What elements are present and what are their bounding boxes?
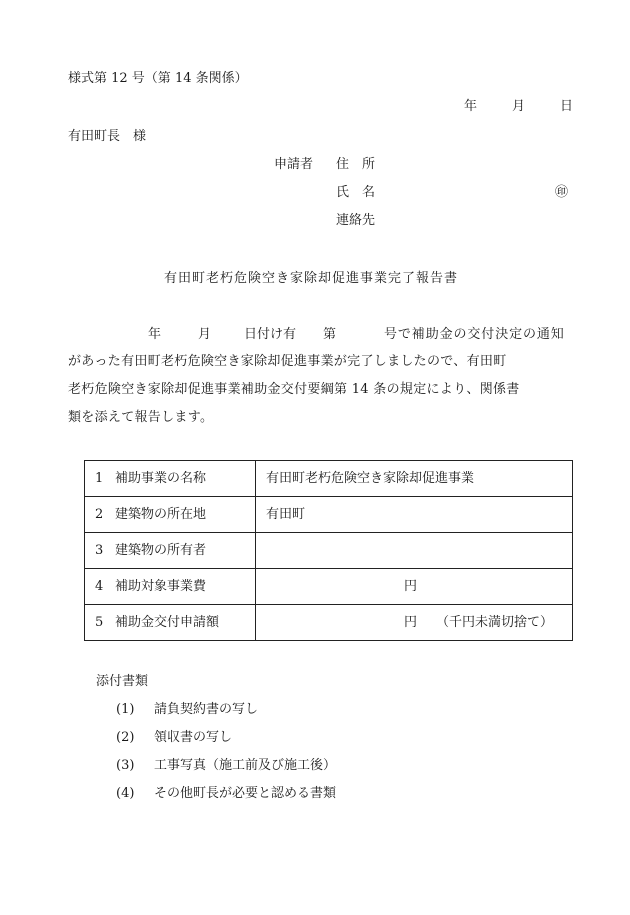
row-number: 1	[95, 470, 104, 486]
list-item	[116, 702, 258, 718]
body-line-3: 老朽危険空き家除却促進事業補助金交付要綱第 14 条の規定により、関係書	[68, 382, 520, 397]
item-marker: (1)	[116, 702, 135, 717]
body-line1-end: 号で補助金の交付決定の通知	[384, 327, 565, 342]
body-month: 月	[198, 327, 212, 342]
rounding-note: （千円未満切捨て）	[436, 615, 554, 630]
row-number: 2	[95, 506, 104, 522]
date-year-label: 年	[464, 99, 478, 114]
addressee: 有田町長 様	[68, 129, 147, 144]
table-row	[85, 605, 573, 641]
row-label: 建築物の所有者	[115, 542, 207, 558]
item-marker: (2)	[116, 730, 135, 745]
list-item	[116, 758, 336, 774]
row-number: 5	[95, 614, 104, 630]
form-number: 様式第 12 号（第 14 条関係）	[68, 71, 248, 86]
table-row	[85, 461, 573, 497]
item-marker: (4)	[116, 786, 135, 801]
grant-amount-unit: 円	[404, 615, 418, 630]
row-value-cell	[256, 497, 573, 533]
table-row	[85, 533, 573, 569]
row-label-cell	[85, 533, 256, 569]
item-text: 領収書の写し	[154, 730, 233, 745]
project-info-table	[84, 460, 573, 641]
row-value-cell	[256, 569, 573, 605]
row-label-cell	[85, 461, 256, 497]
attachments-heading: 添付書類	[96, 674, 149, 689]
row-label: 補助事業の名称	[115, 470, 207, 486]
date-day-label: 日	[560, 99, 574, 114]
list-item	[116, 730, 232, 746]
name-label: 氏 名	[336, 185, 376, 200]
applicant-label: 申請者	[274, 157, 314, 172]
document-title: 有田町老朽危険空き家除却促進事業完了報告書	[164, 271, 459, 286]
row-number: 4	[95, 578, 104, 594]
body-line-4: 類を添えて報告します。	[68, 410, 214, 425]
item-text: 工事写真（施工前及び施工後）	[154, 758, 337, 773]
body-year: 年	[148, 327, 162, 342]
date-month-label: 月	[512, 99, 526, 114]
body-number-prefix: 第	[323, 327, 337, 342]
table-row	[85, 497, 573, 533]
building-location-value: 有田町	[266, 506, 306, 522]
seal-mark: ㊞	[555, 185, 569, 200]
row-number: 3	[95, 542, 104, 558]
row-label-cell	[85, 569, 256, 605]
body-dated: 日付け有	[244, 327, 297, 342]
list-item	[116, 786, 336, 802]
item-text: 請負契約書の写し	[154, 702, 259, 717]
row-value-cell	[256, 533, 573, 569]
row-label: 補助対象事業費	[115, 578, 207, 594]
item-text: その他町長が必要と認める書類	[154, 786, 337, 801]
body-line-2: があった有田町老朽危険空き家除却促進事業が完了しましたので、有田町	[68, 354, 507, 369]
row-label-cell	[85, 497, 256, 533]
address-label: 住 所	[336, 157, 376, 172]
row-label: 補助金交付申請額	[115, 614, 220, 630]
row-label-cell	[85, 605, 256, 641]
row-value-cell	[256, 461, 573, 497]
project-name-value: 有田町老朽危険空き家除却促進事業	[266, 470, 475, 486]
row-label: 建築物の所在地	[115, 506, 207, 522]
table-row	[85, 569, 573, 605]
contact-label: 連絡先	[336, 213, 376, 228]
project-cost-unit: 円	[404, 579, 418, 594]
row-value-cell	[256, 605, 573, 641]
item-marker: (3)	[116, 758, 135, 773]
